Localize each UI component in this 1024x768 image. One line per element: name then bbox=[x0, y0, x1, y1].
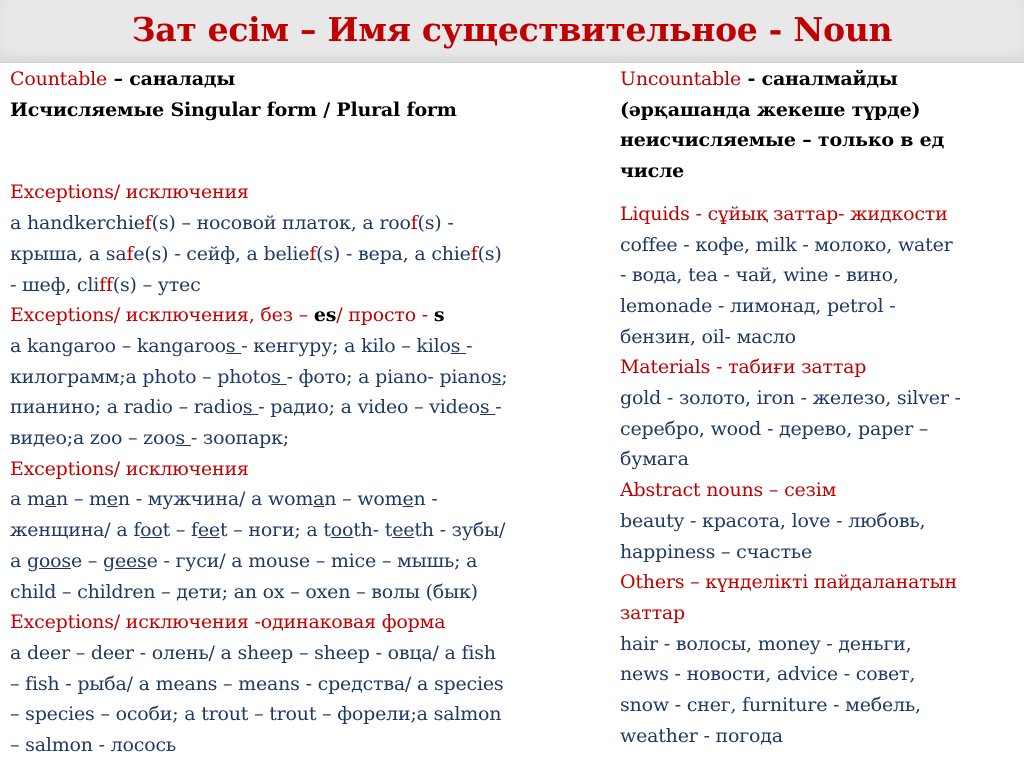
slide-title: Зат есім – Имя существительное - Noun bbox=[131, 10, 893, 49]
spacer bbox=[10, 151, 610, 177]
exceptions-f-line: крыша, a safe(s) - сейф, a belief(s) - вера, a chief(s) bbox=[10, 242, 502, 265]
countable-label: Countable bbox=[10, 68, 108, 90]
abstract-heading: Abstract nouns – сезім bbox=[620, 479, 837, 502]
uncountable-note: (әрқашанда жекеше түрде) bbox=[620, 98, 921, 121]
liquids-line: - вода, tea - чай, wine - вино, bbox=[620, 264, 899, 287]
others-line: news - новости, advice - совет, bbox=[620, 663, 916, 686]
uncountable-note: неисчисляемые – только в ед bbox=[620, 129, 945, 152]
uncountable-heading bbox=[620, 64, 1024, 95]
exceptions-f-line: - шеф, cliff(s) – утес bbox=[10, 273, 201, 296]
uncountable-note: числе bbox=[620, 160, 685, 183]
exceptions-same-form-line: – salmon - лосось bbox=[10, 734, 177, 757]
spacer bbox=[620, 187, 1024, 199]
liquids-line: coffee - кофе, milk - молоко, water bbox=[620, 233, 953, 256]
exceptions-s-line: a kangaroo – kangaroos - кенгуру; a kilo – kilos - bbox=[10, 334, 473, 357]
countable-subheading: Исчисляемые Singular form / Plural form bbox=[10, 98, 457, 121]
materials-heading: Materials - табиғи заттар bbox=[620, 356, 867, 379]
exceptions-f-line: a handkerchief(s) – носовой платок, a roof(s) - bbox=[10, 212, 454, 235]
exceptions-s-line: килограмм;a photo – photos - фото; a piano- pianos; bbox=[10, 365, 508, 388]
exceptions-same-form-heading: Exceptions/ исключения -одинаковая форма bbox=[10, 611, 446, 634]
exceptions-irregular-line: child – children – дети; an ox – oxen – волы (бык) bbox=[10, 580, 478, 603]
materials-line: gold - золото, iron - железо, silver - bbox=[620, 387, 961, 410]
materials-line: серебро, wood - дерево, paper – bbox=[620, 417, 929, 440]
countable-heading bbox=[10, 64, 610, 95]
exceptions-s-line: видео;a zoo – zoos - зоопарк; bbox=[10, 427, 289, 450]
liquids-line: бензин, oil- масло bbox=[620, 325, 796, 348]
others-heading: Others – күнделікті пайдаланатын bbox=[620, 571, 957, 594]
exceptions-irregular-line: женщина/ a foot – feet – ноги; a tooth- teeth - зубы/ bbox=[10, 519, 506, 542]
uncountable-label: Uncountable bbox=[620, 68, 742, 90]
liquids-heading: Liquids - сұйық заттар- жидкости bbox=[620, 202, 948, 225]
exceptions-same-form-line: a deer – deer - олень/ a sheep – sheep - овца/ a fish bbox=[10, 641, 496, 664]
exceptions-irregular-line: a man – men - мужчина/ a woman – women - bbox=[10, 488, 438, 511]
title-bar bbox=[0, 0, 1024, 63]
others-line: hair - волосы, money - деньги, bbox=[620, 632, 912, 655]
exceptions-s-heading: Exceptions/ исключения, без – es/ просто - s bbox=[10, 304, 445, 327]
exceptions-irregular-line: a goose – geese - гуси/ a mouse – mice – мышь; a bbox=[10, 549, 478, 572]
uncountable-translation: - саналмайды bbox=[741, 68, 898, 90]
others-line: snow - снег, furniture - мебель, bbox=[620, 694, 921, 717]
exceptions-same-form-line: – species – особи; a trout – trout – форели;a salmon bbox=[10, 703, 502, 726]
others-heading-cont: заттар bbox=[620, 601, 686, 624]
exceptions-f-heading: Exceptions/ исключения bbox=[10, 181, 249, 204]
countable-translation: – саналады bbox=[107, 68, 236, 90]
spacer bbox=[10, 125, 610, 151]
exceptions-same-form-line: – fish - рыба/ a means – means - средства/ a species bbox=[10, 672, 504, 695]
countable-column bbox=[10, 64, 610, 768]
abstract-line: beauty - красота, love - любовь, bbox=[620, 509, 926, 532]
exceptions-s-line: пианино; a radio – radios - радио; a video – videos - bbox=[10, 396, 502, 419]
abstract-line: happiness – счастье bbox=[620, 540, 812, 563]
others-line: weather - погода bbox=[620, 724, 783, 747]
exceptions-irregular-heading: Exceptions/ исключения bbox=[10, 457, 249, 480]
liquids-line: lemonade - лимонад, petrol - bbox=[620, 294, 896, 317]
materials-line: бумага bbox=[620, 448, 689, 471]
uncountable-column bbox=[620, 64, 1024, 768]
